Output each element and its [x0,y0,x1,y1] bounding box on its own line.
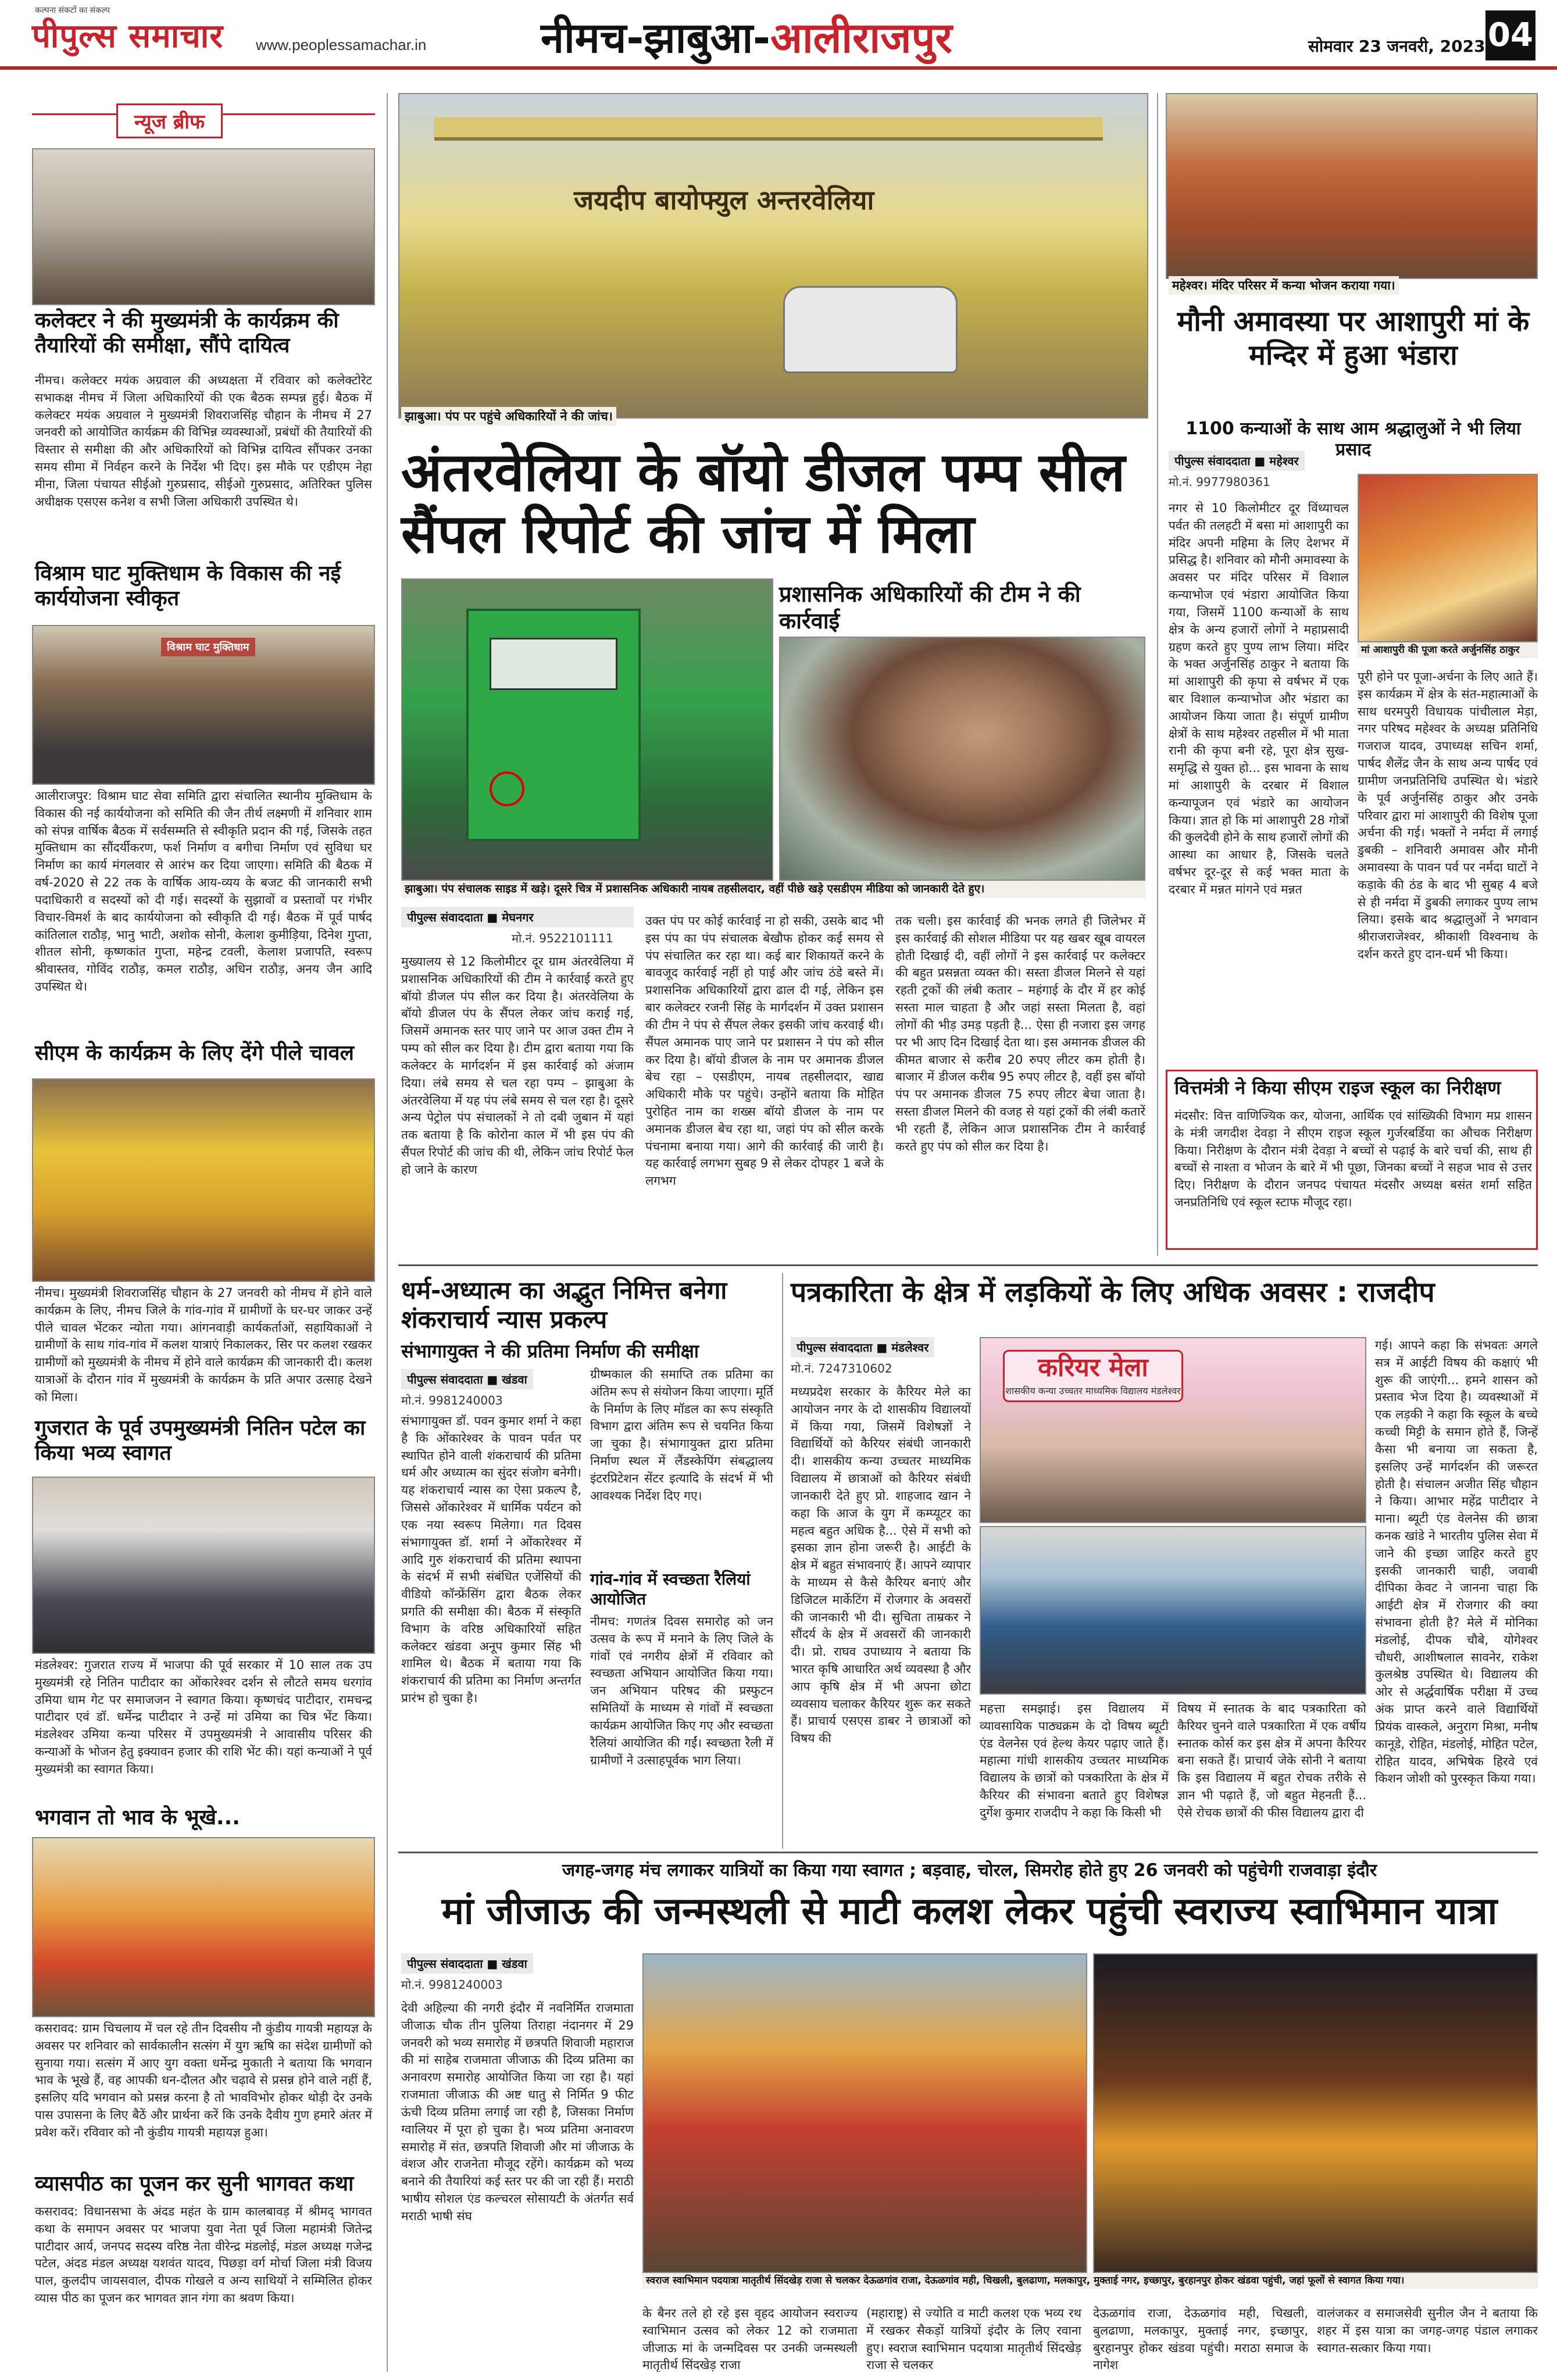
brief-meeting-photo [32,148,375,305]
biodiesel-pump-building-photo [398,93,1148,419]
yatra-headline: मां जीजाऊ की जन्मस्थली से माटी कलश लेकर पहुंची स्वराज्य स्वाभिमान यात्रा [441,1890,1498,1933]
career-byline: पीपुल्स संवाददाता ■ मंडलेश्वर [791,1337,934,1357]
column-divider-right [1157,93,1158,1256]
career-byline-name: पीपुल्स संवाददाता [797,1341,873,1355]
career-col-4: गई। आपने कहा कि संभवतः अगले सत्र में आईटी विषय की कक्षाएं भी शुरू की जाएंगी... हमने शासन को प्रस्ताव भेज दिया है। व्यवस्थाओं में एक लड़की ने कहा कि स्कूल के बच्चे कच्ची मिट्टी के समान होते हैं, जिन्हें कैसा भी बनाया जा सकता है, इसलिए उन्हें मार्गदर्शन की जरूरत होती है। संचालन अजीत सिंह चौहान ने किया। आभार महेंद्र पाटीदार ने माना। ब्यूटी एंड वेलनेस की छात्रा कनक खांडे ने भारतीय पुलिस सेवा में जाने की इच्छा जाहिर करते हुए इसकी जानकारी चाही, जवाबी दीपिका केवट ने जानना चाहा कि आईटी क्षेत्र में रोजगार की क्या संभावना होती है? मेले में मोनिका मंडलोई, दीपक चौबे, योगेश्वर चौधरी, आशीषलाल सावनेर, राकेश कुलश्रेष्ठ उपस्थित थे। विद्यालय की ओर से अर्द्धवार्षिक परीक्षा में उच्च अंक प्राप्त करने वाले विद्यार्थियों प्रियंक वास्कले, अनुराग मिश्रा, मनीष कानूडे, रोहित, मंडलोई, मोहित पटेल, रोहित यादव, अभिषेक हिरवे एवं किशन जोशी को पुरस्कृत किया गया। [1375,1338,1538,1786]
brief-body-5: कसरावद: ग्राम चिचलाय में चल रहे तीन दिवसीय नौ कुंडीय गायत्री महायज्ञ के अवसर पर शनिवार को सार्वकालीन सत्संग में युग ऋषि का संदेश ग्रामीणों को सुनाया गया। सत्संग में आए युग वक्ता धर्मेन्द्र मुकाती ने बताया कि भगवान भाव के भूखे हैं, वह आपकी धन-दौलत और चढ़ावे से प्रसन्न होने वाले नहीं हैं, इसलिए यदि भगवान को प्रसन्न करना है तो भावविभोर होकर थोड़ी देर उनके पास उपासना के लिए बैठें और प्रार्थना करें कि उनके दैवीय गुण हमारे अंतर में प्रवेश करें। रविवार को नौ कुंडीय गायत्री महायज्ञ हुआ। [35,2021,372,2139]
shankar-byline-name: पीपुल्स संवाददाता [407,1373,483,1386]
gayatri-yagya-photo [32,1837,375,2017]
dispenser-display [490,638,617,690]
brief-headline-5: भगवान तो भाव के भूखे... [35,1806,240,1829]
seal-marker [490,771,524,806]
right-subhead: 1100 कन्याओं के साथ आम श्रद्धालुओं ने भी लिया प्रसाद [1185,419,1521,460]
shankar-subhead: संभागायुक्त ने की प्रतिमा निर्माण की समीक्षा [401,1340,699,1362]
career-byline-place: मंडलेश्वर [891,1341,929,1355]
news-brief-tag: न्यूज ब्रीफ [116,103,223,138]
yatra-col-1: देवी अहिल्या की नगरी इंदौर में नवनिर्मित राजमाता जीजाऊ चौक तीन पुलिया तिराहा नंदानगर में 29 जनवरी को भव्य समारोह में छत्रपति शिवाजी महाराज की मां साहेब राजमाता जीजाऊ की दिव्य प्रतिमा का अनावरण समारोह आयोजित किया जा रहा है। यहां राजमाता जीजाऊ की अष्ट धातु से निर्मित 9 फीट ऊंची दिव्य प्रतिमा लगाई जा रही है, जिसका निर्माण ग्वालियर में पूरा हो चुका है। भव्य प्रतिमा अनावरण समारोह में संत, छत्रपति शिवाजी और मां जीजाऊ के वंशज और राजनेता मौजूद रहेंगे। कार्यक्रम को भव्य बनाने की तैयारियां कई स्तर पर की जा रही हैं। मराठी भाषीय सोशल एंड कल्चरल सोसायटी के अंतर्गत सर्व मराठी भाषी संघ [401,2001,634,2223]
yatra-col-4: देऊळगांव राजा, देऊळगांव मही, चिखली, बुलढाणा, मलकापुर, मुक्ताई नगर, इच्छापुर, बुरहानपुर होकर खंडवा पहुंची। मराठा समाज के नागेश [1093,2306,1308,2372]
yatra-col-2: के बैनर तले हो रहे इस वृहद आयोजन स्वराज्य स्वाभिमान उत्सव को लेकर 12 को राजमाता जीजाऊ मां के जन्मदिवस पर उनकी जन्मस्थली मातृतीर्थ सिंदखेड़ राजा [642,2306,858,2372]
lead-photos-caption: झाबुआ। पंप संचालक साइड में खड़े। दूसरे चित्र में प्रशासनिक अधिकारी नायब तहसीलदार, वहीं पीछे खड़े एसडीएम मीडिया को जानकारी देते हुए। [401,881,1145,898]
right-photo2-caption: मां आशापुरी की पूजा करते अर्जुनसिंह ठाकुर [1358,642,1538,658]
lead-mobile: मो.नं. 9522101111 [512,931,613,945]
officer-interview-photo [779,637,1145,881]
career-banner-subtitle: शासकीय कन्या उच्चतर माध्यमिक विद्यालय मंडलेश्वर [1005,1385,1181,1396]
right-byline: पीपुल्स संवाददाता ■ महेश्वर [1169,451,1305,471]
lead-subhead: प्रशासनिक अधिकारियों की टीम ने की कार्रवाई [779,581,1145,634]
section-title-part-a: नीमच-झाबुआ- [541,13,770,62]
pump-roof [434,117,1103,141]
brief-headline-6: व्यासपीठ का पूजन कर सुनी भागवत कथा [35,2172,354,2196]
nitin-patel-welcome-photo [32,1477,375,1654]
column-divider-left [387,93,388,2372]
inspection-body: मंदसौर: वित्त वाणिज्यिक कर, योजना, आर्थिक एवं सांख्यिकी विभाग मप्र शासन के मंत्री जगदीश देवड़ा ने सीएम राइज स्कूल गुर्जरबर्डिया का औचक निरीक्षण किया। निरीक्षण के दौरान मंत्री देवड़ा ने बच्चों से पढ़ाई के बारे चर्चा की, साथ ही बच्चों से नाश्ता व भोजन के बारे में भी पूछा, जिनका बच्चों ने सहज भाव से उत्तर दिए। निरीक्षण के दौरान जनपद पंचायत मंदसौर अध्यक्ष बसंत शर्मा सहित जनप्रतिनिधि एवं स्कूल स्टाफ मौजूद रहा। [1174,1109,1532,1210]
brief-body-1: नीमच। कलेक्टर मयंक अग्रवाल की अध्यक्षता में रविवार को कलेक्टोरेट सभाकक्ष नीमच में जिला अधिकारियों की एक बैठक सम्पन्न हुई। बैठक में कलेक्टर मयंक अग्रवाल ने मुख्यमंत्री शिवराजसिंह चौहान के नीमच में 27 जनवरी को आयोजित कार्यक्रम की विभिन्न व्यवस्थाओं, प्रबंधों की तैयारियों की विस्तार से समीक्षा की और अधिकारियों को विभिन्न दायित्व सौंपकर उनका समय सीमा में निर्वहन करने के निर्देश भी दिए। इस मौके पर एडीएम नेहा मीना, जिला पंचायत सीईओ गुरुप्रसाद, सीईओ गुरुप्रसाद, अतिरिक्त पुलिस अधीक्षक एसएस कनेश व सभी जिला अधिकारी उपस्थित थे। [35,373,372,509]
shankar-byline-place: खंडवा [502,1373,527,1386]
site-url[interactable]: www.peoplessamachar.in [256,36,427,53]
right-col-1: नगर से 10 किलोमीटर दूर विंध्याचल पर्वत की तलहटी में बसा मां आशापुरी का मंदिर अपनी महिमा के लिए देशभर में प्रसिद्ध है। शनिवार को मौनी अमावस्या के अवसर पर मंदिर परिसर में विशाल कन्याभोज एवं भंडारा आयोजित किया गया, जिसमें 1100 कन्याओं के साथ क्षेत्र के अन्य हजारों लोगों ने महाप्रसादी ग्रहण करते हुए पुण्य लाभ लिया। मंदिर के भक्त अर्जुनसिंह ठाकुर ने बताया कि मां आशापुरी की कृपा से वर्षभर में एक बार विशाल कन्याभोज और भंडारा का आयोजन किया जाता है। संपूर्ण ग्रामीण क्षेत्रों के साथ महेश्वर तहसील में भी माता रानी की कृपा बनी रहे, पूरा क्षेत्र सुख-समृद्धि से युक्त हो... इस भावना के साथ मां आशापुरी के दरबार में विशाल कन्यापूजन एवं भंडारे का आयोजन किया। ज्ञात हो कि मां आशापुरी 28 गोत्रों की कुलदेवी होने के साथ हजारों लोगों की आस्था का आधार है, जिसके चलते वर्षभर दूर-दूर से कई भक्त माता के दरबार में मन्नत मांगने एवं मन्नत [1169,501,1349,896]
lower-horizontal-rule [398,1852,1538,1853]
lead-col-3: तक चली। इस कार्रवाई की भनक लगते ही जिलेभर में इस कार्रवाई की सोशल मीडिया पर यह खबर खूब वायरल होती दिखाई दी, वहीं लोगों ने इस कार्रवाई पर कलेक्टर की बहुत प्रसन्नता व्यक्त की। सस्ता डीजल मिलने से यहां रहती ट्रकों की लंबी कतार – महंगाई के दौर में हर कोई सस्ता माल चाहता है और जहां सस्ता मिलता है, वहां लोगों की भीड़ उमड़ पड़ती है... ऐसा ही नजारा इस जगह पर भी आए दिन दिखाई देता था। इस अमानक डीजल की कीमत बाजार से करीब 20 रुपए लीटर कम होती है। बाजार में डीजल करीब 95 रुपए लीटर है, वहीं इस बॉयो पंप पर अमानक डीजल 75 रुपए लीटर बेचा जाता है। सस्ता डीजल मिलने की वजह से यहां ट्रकों की लंबी कतारें भी रहती हैं, लेकिन आज प्रशासनिक टीम ने कार्रवाई करते हुए पंप को सील कर दिया है। [895,914,1145,1153]
lead-byline-place: मेघनगर [502,910,534,924]
shankar-col-2b: नीमच: गणतंत्र दिवस समारोह को जन उत्सव के रूप में मनाने के लिए जिले के गांवों एवं नगरीय क्षेत्रों में रविवार को स्वच्छता अभियान आयोजित किया गया। जन अभियान परिषद की प्रस्फुटन समितियों के माध्यम से गांवों में स्वच्छता कार्यक्रम आयोजित किए गए और स्वच्छता रैलियां आयोजित की गईं। स्वच्छता रैली में ग्रामीणों ने उत्साहपूर्वक भाग लिया। [590,1614,773,1767]
right-byline-place: महेश्वर [1269,454,1299,468]
inspection-headline: वित्तमंत्री ने किया सीएम राइज स्कूल का निरीक्षण [1174,1077,1501,1099]
yatra-byline-place: खंडवा [502,1957,527,1971]
shankar-mobile: मो.नं. 9981240003 [401,1393,503,1407]
career-fair-banner [1003,1350,1183,1402]
shankar-col-1: संभागायुक्त डॉ. पवन कुमार शर्मा ने कहा है कि ओंकारेश्वर के पावन पर्वत पर स्थापित होने वाली शंकराचार्य की प्रतिमा धर्म और अध्यात्म का सुंदर संजोग बनेगी। यह शंकराचार्य न्यास का ऐसा प्रकल्प है, जिससे ओंकारेश्वर में धार्मिक पर्यटन को एक नया स्वरूप मिलेगा। गत दिवस संभागायुक्त डॉ. शर्मा ने ओंकारेश्वर में आदि गुरु शंकराचार्य की प्रतिमा स्थापना के संदर्भ में सभी संबंधित एजेंसियों की वीडियो कॉन्फ्रेंसिंग द्वारा बैठक लेकर प्रगति की समीक्षा की। बैठक में संस्कृति विभाग के वरिष्ठ अधिकारियों सहित कलेक्टर खंडवा अनूप कुमार सिंह भी शामिल थे। बैठक में बताया गया कि शंकराचार्य की प्रतिमा का निर्माण अन्तर्गत प्रारंभ हो चुका है। [401,1414,581,1705]
career-banner-title: करियर मेला [1038,1353,1148,1382]
kanya-bhoj-crowd-photo [1166,93,1538,279]
career-col-1: मध्यप्रदेश सरकार के कैरियर मेले का आयोजन नगर के दो शासकीय विद्यालयों में किया गया, जिसमें विशेषज्ञों ने विद्यार्थियों को कैरियर संबंधी जानकारी दी। शासकीय कन्या उच्चतर माध्यमिक विद्यालय में छात्राओं को कैरियर संबंधी जानकारी देते हुए प्रो. शाहजाद खान ने कहा कि आज के युग में कम्प्यूटर का महत्व बहुत अधिक है... ऐसे में सभी को इसका ज्ञान होना जरूरी है। आईटी के क्षेत्र में बहुत संभावनाएं हैं। आपने व्यापार के माध्यम से कैसे कैरियर बनाएं और डिजिटल मार्केटिंग में रोजगार के अवसरों की जानकारी भी दी। सुचिता ताम्रकर ने सौंदर्य के क्षेत्र में अवसरों की जानकारी दी। प्रो. राघव उपाध्याय ने बताया कि भारत कृषि आधारित अर्थ व्यवस्था है और आप कृषि क्षेत्र में भी अपना छोटा व्यवसाय चलाकर कैरियर शुरू कर सकते हैं। प्राचार्य एसएस डाबर ने छात्राओं को विषय की [791,1385,971,1746]
brief-headline-1: कलेक्टर ने की मुख्यमंत्री के कार्यक्रम की तैयारियों की समीक्षा, सौंपे दायित्व [35,309,339,358]
yatra-chariot-photo [1093,1953,1538,2273]
yatra-col-3: (महाराष्ट्र) से ज्योति व माटी कलश एक भव्य रथ में रखकर सैकड़ों यात्रियों इंदौर के लिए रवाना हुए। स्वराज स्वाभिमान पदयात्रा मातृतीर्थ सिंदखेड़ राजा से चलकर [866,2306,1081,2372]
lead-byline-name: पीपुल्स संवाददाता [407,910,483,924]
brief-body-4: मंडलेश्वर: गुजरात राज्य में भाजपा की पूर्व सरकार में 10 साल तक उप मुख्यमंत्री रहे नितिन पाटीदार का ओंकारेश्वर दर्शन से लौटते समय धरगांव उमिया धाम गेट पर समाजजन ने स्वागत किया। कृष्णचंद पाटीदार, रामचन्द्र पाटीदार एवं डॉ. धर्मेन्द्र पाटीदार ने उन्हें मां उमिया का चित्र भेंट किया। मंडलेश्वर उमिया कन्या परिसर में उपमुख्यमंत्री ने आवासीय परिसर की कन्याओं के भोजन हेतु इक्यावन हजार की राशि भेंट की। यहां कन्याओं ने पूर्व मुख्यमंत्री का स्वागत किया। [35,1658,372,1776]
brief-body-2: आलीराजपुर: विश्राम घाट सेवा समिति द्वारा संचालित स्थानीय मुक्तिधाम के विकास की नई कार्ययोजना को समिति की जैन तीर्थ लक्ष्मणी में शनिवार शाम को संपन्न वार्षिक बैठक में सर्वसम्मति से स्वीकृति प्रदान की गई, जिसके तहत मुक्तिधाम का सौंदर्यीकरण, फर्श निर्माण व बगीचा निर्माण एवं सुविधा घर निर्माण का कार्य मंगलवार से आरंभ कर दिया जाएगा। समिति की बैठक में वर्ष-2020 से 22 तक के वार्षिक आय-व्यय के बजट की जानकारी सभी पदाधिकारी व सदस्यों को दी गई। सदस्यों के सुझावों व प्रस्तावों पर गंभीर विचार-विमर्श के बाद कार्ययोजना को स्वीकृति दी गई। बैठक में पूर्व पार्षद कांतिलाल राठौड़, भानु भाटी, अशोक सोनी, केलाश कुमीड़िया, दिनेश गुप्ता, शीतल सोनी, कृष्णकांत गुप्ता, महेन्द्र टवली, केलाश प्रजापति, स्वरूप श्रीवास्तव, गोविंद राठौड़, कमल राठौड़, अधिन राठौड़, अनय जैन आदि उपस्थित थे। [35,789,372,994]
shankar-subhead-2: गांव-गांव में स्वच्छता रैलियां आयोजित [590,1570,751,1609]
right-mobile: मो.नं. 9977980361 [1169,475,1270,489]
right-col-2: पूरी होने पर पूजा-अर्चना के लिए आते हैं। इस कार्यक्रम में क्षेत्र के संत-महात्माओं के साथ धरमपुरी विधायक पांचीलाल मेड़ा, नगर परिषद महेश्वर के अध्यक्ष प्रतिनिधि गजराज यादव, उपाध्यक्ष सचिन शर्मा, पार्षद शैलेंद्र जैन के साथ अन्य पार्षद एवं ग्रामीण जनप्रतिनिधि उपस्थित थे। भंडारे के पूर्व अर्जुनसिंह ठाकुर और उनके परिवार द्वारा मां आशापुरी की विशेष पूजा अर्चना की गई। भक्तों ने नर्मदा में लगाई डुबकी – शनिवारी अमावस और मौनी अमावस्या के पावन पर्व पर नर्मदा घाटों ने कड़ाके की ठंड के बाद भी सुबह 4 बजे से ही नर्मदा में डुबकी लगाकर पुण्य लाभ लिया। इसके बाद श्रद्धालुओं ने भगवान श्रीराजराजेश्वर, श्रीकाशी विश्वनाथ के दर्शन करते हुए दान-धर्म भी किया। [1358,670,1538,961]
brief-body-3: नीमच। मुख्यमंत्री शिवराजसिंह चौहान के 27 जनवरी को नीमच में होने वाले कार्यक्रम के लिए, नीमच जिले के गांव-गांव में ग्रामीणों के घर-घर जाकर उन्हें पीले चावल भेंटकर न्योता गया। आंगनवाड़ी कार्यकर्ताओं, सहायिकाओं ने ग्रामीणों के साथ गांव-गांव में कलश यात्राएं निकालकर, सिर पर कलश रखकर ग्रामीणों को मुख्यमंत्री के नीमच में होने वाले कार्यक्रम की जानकारी दी। कलश यात्राओं के दौरान गांव में मुख्यमंत्री के कार्यक्रम के प्रति अपार उत्साह देखने को मिला। [35,1286,372,1404]
career-mobile: मो.नं. 7247310602 [791,1361,892,1375]
pump-dispenser-photo [401,578,773,881]
page-number: 04 [1485,10,1535,60]
ashapuri-puja-photo [1358,474,1538,642]
issue-date: सोमवार 23 जनवरी, 2023 [1308,37,1485,56]
yatra-street-photo [642,1953,1087,2273]
shankar-byline: पीपुल्स संवाददाता ■ खंडवा [401,1369,533,1389]
pump-signboard: जयदीप बायोफ्युल अन्तरवेलिया [574,184,874,216]
kalash-yatra-photo [32,1078,375,1282]
right-byline-name: पीपुल्स संवाददाता [1174,454,1251,468]
lead-col-2: उक्त पंप पर कोई कार्रवाई ना हो सकी, उसके बाद भी इस पंप का पंप संचालक बेखौफ होकर कई समय से पंप संचालित कर रहा था। कई बार शिकायतें करने के बावजूद कार्रवाई नहीं हो पाई और जांच ठंडे बस्ते में। प्रशासनिक अधिकारियों द्वारा ढाल दी गई, लेकिन इस बार कलेक्टर रजनी सिंह के मार्गदर्शन में उक्त प्रशासन की टीम ने पंप से सैंपल लेकर इसकी जांच करवाई थी। सैंपल अमानक पाए जाने पर प्रशासन ने पंप को सील कर दिया है। बॉयो डीजल के नाम पर अमानक डीजल बेच रहा – एसडीएम, नायब तहसीलदार, खाद्य अधिकारी मौके पर पहुंचे। उन्होंने बताया कि मोहित पुरोहित नाम का शख्स बॉयो डीजल के नाम पर अमानक डीजल बेच रहा था, जहां पंप को सील करके पंचनामा बनाया गया। आगे की कार्रवाई की जारी है। यह कार्रवाई लगभग सुबह 9 से लेकर दोपहर 1 बजे के लगभग [645,914,884,1188]
logo-tagline: कल्पना संकटों का संकल्प [35,6,110,15]
students-audience-photo [980,1526,1366,1695]
shankar-headline: धर्म-अध्यात्म का अद्भुत निमित्त बनेगा शंकराचार्य न्यास प्रकल्प [401,1276,727,1334]
brief-headline-4: गुजरात के पूर्व उपमुख्यमंत्री नितिन पटेल का किया भव्य स्वागत [35,1416,366,1466]
muktidham-banner: विश्राम घाट मुक्तिधाम [161,638,255,656]
yatra-photo-caption: स्वराज स्वाभिमान पदयात्रा मातृतीर्थ सिंदखेड़ राजा से चलकर देऊळगांव राजा, देऊळगांव मही, चिखली, बुलढाणा, मलकापुर, मुक्ताई नगर, इच्छापुर, बुरहानपुर होकर खंडवा पहुंची, जहां फूलों से स्वागत किया गया। [642,2273,1538,2289]
lead-col-1: मुख्यालय से 12 किलोमीटर दूर ग्राम अंतरवेलिया में प्रशासनिक अधिकारियों की टीम ने कार्रवाई करते हुए बॉयो डीजल पंप सील कर दिया है। अंतरवेलिया के बॉयो डीजल पंप के सैंपल लेकर जांच कराई गई, जिसमें अमानक स्तर पाए जाने पर आज उक्त टीम ने पम्प को सील कर दिया है। टीम द्वारा बताया गया कि कलेक्टर के मार्गदर्शन में इस कार्रवाई को अंजाम दिया। लंबे समय से चल रहा पम्प – झाबुआ के अंतरवेलिया में यह पंप लंबे समय से चल रहा है। दूसरे अन्य पेट्रोल पंप संचालकों ने तो दबी जुबान में यहां तक बताया है कि कोरोना काल में भी इस पंप की सैंपल रिपोर्ट की जांच की थी, लेकिन जांच रिपोर्ट फेल हो जाने के कारण [401,955,634,1177]
yatra-kicker: जगह-जगह मंच लगाकर यात्रियों का किया गया स्वागत ; बड़वाह, चोरल, सिमरोह होते हुए 26 जनवरी को पहुंचेगी राजवाड़ा इंदौर [562,1860,1377,1881]
lead-byline: पीपुल्स संवाददाता ■ मेघनगर [401,907,634,927]
career-headline: पत्रकारिता के क्षेत्र में लड़कियों के लिए अधिक अवसर : राजदीप [791,1276,1435,1309]
brief-headline-3: सीएम के कार्यक्रम के लिए देंगे पीले चावल [35,1041,354,1065]
right-headline: मौनी अमावस्या पर आशापुरी मां के मन्दिर में हुआ भंडारा [1177,305,1530,371]
career-col-3: विषय में स्नातक के बाद पत्रकारिता को कैरियर चुनने वाले पत्रकारिता में एक वर्षीय स्नातक कोर्स कर इस क्षेत्र में अपना कैरियर बना सकते हैं। प्राचार्य जेके सोनी ने बताया कि इस विद्यालय में बहुत रोचक तरीके से ज्ञान भी पढ़ाते हैं, जो बहुत मेहनती हैं... ऐसे रोचक छात्रों की फीस विद्यालय द्वारा दी [1177,1702,1366,1820]
column-divider-mid [782,1273,783,1849]
muktidham-meeting-photo [32,625,375,785]
yatra-byline: पीपुल्स संवाददाता ■ खंडवा [401,1953,533,1974]
section-title [541,8,952,65]
brief-headline-2: विश्राम घाट मुक्तिधाम के विकास की नई कार्ययोजना स्वीकृत [35,562,341,611]
shankar-col-2: ग्रीष्मकाल की समाप्ति तक प्रतिमा का अंतिम रूप से संयोजन किया जाएगा। मूर्ति के निर्माण के लिए मॉडल का रूप संस्कृति विभाग द्वारा अंतिम रूप से चयनित किया जा चुका है। संभागायुक्त द्वारा प्रतिमा निर्माण स्थल में लैंडस्केपिंग संबद्धालय इंटरप्रिटेशन सेंटर इत्यादि के संदर्भ में भी आवश्यक निर्देश दिए गए। [590,1367,773,1503]
brief-body-6: कसरावद: विधानसभा के अंदड महंत के ग्राम कालबावड़ में श्रीमद् भागवत कथा के समापन अवसर पर भाजपा युवा नेता पूर्व जिला महामंत्री जितेन्द्र पाटीदार आर्य, जनपद सदस्य वरिष्ठ नेता वीरेन्द्र मंडलोई, मंडल अध्यक्ष गजेन्द्र पटेल, अंदड मंडल अध्यक्ष यशवंत यादव, पिछड़ा वर्ग मोर्चा जिला मंत्री विजय पाल, कुलदीप जायसवाल, दीपक गोखले व अन्य साथियों ने सम्मिलित होकर व्यास पीठ का पूजन कर भागवत ज्ञान गंगा का श्रवण किया। [35,2204,372,2306]
lead-photo-caption: झाबुआ। पंप पर पहुंचे अधिकारियों ने की जांच। [401,407,616,426]
career-col-2: महत्ता समझाई। इस विद्यालय में व्यावसायिक पाठ्यक्रम के दो विषय ब्यूटी एंड वेलनेस एवं हेल्थ केयर पढ़ाए जाते हैं। महात्मा गांधी शासकीय उच्चतर माध्यमिक विद्यालय के छात्रों को पत्रकारिता के क्षेत्र में कैरियर की संभावना बताते हुए विशेषज्ञ दुर्गेश कुमार राजदीप ने कहा कि किसी भी [980,1702,1169,1820]
parked-car [783,286,958,373]
newspaper-logo: पीपुल्स समाचार [32,17,224,55]
section-title-part-b: आलीराजपुर [770,13,952,62]
yatra-mobile: मो.नं. 9981240003 [401,1978,503,1992]
yatra-byline-name: पीपुल्स संवाददाता [407,1957,483,1971]
yatra-col-5: वालंजकर व समाजसेवी सुनील जैन ने बताया कि शहर में इस यात्रा का जगह-जगह पंडाल लगाकर स्वागत-सत्कार किया गया। [1317,2306,1538,2355]
lead-headline: अंतरवेलिया के बॉयो डीजल पम्प सील सैंपल रिपोर्ट की जांच में मिला [401,441,1126,565]
mid-horizontal-rule [398,1264,1538,1266]
masthead [0,0,1557,70]
right-photo-caption: महेश्वर। मंदिर परिसर में कन्या भोजन कराया गया। [1169,276,1399,295]
